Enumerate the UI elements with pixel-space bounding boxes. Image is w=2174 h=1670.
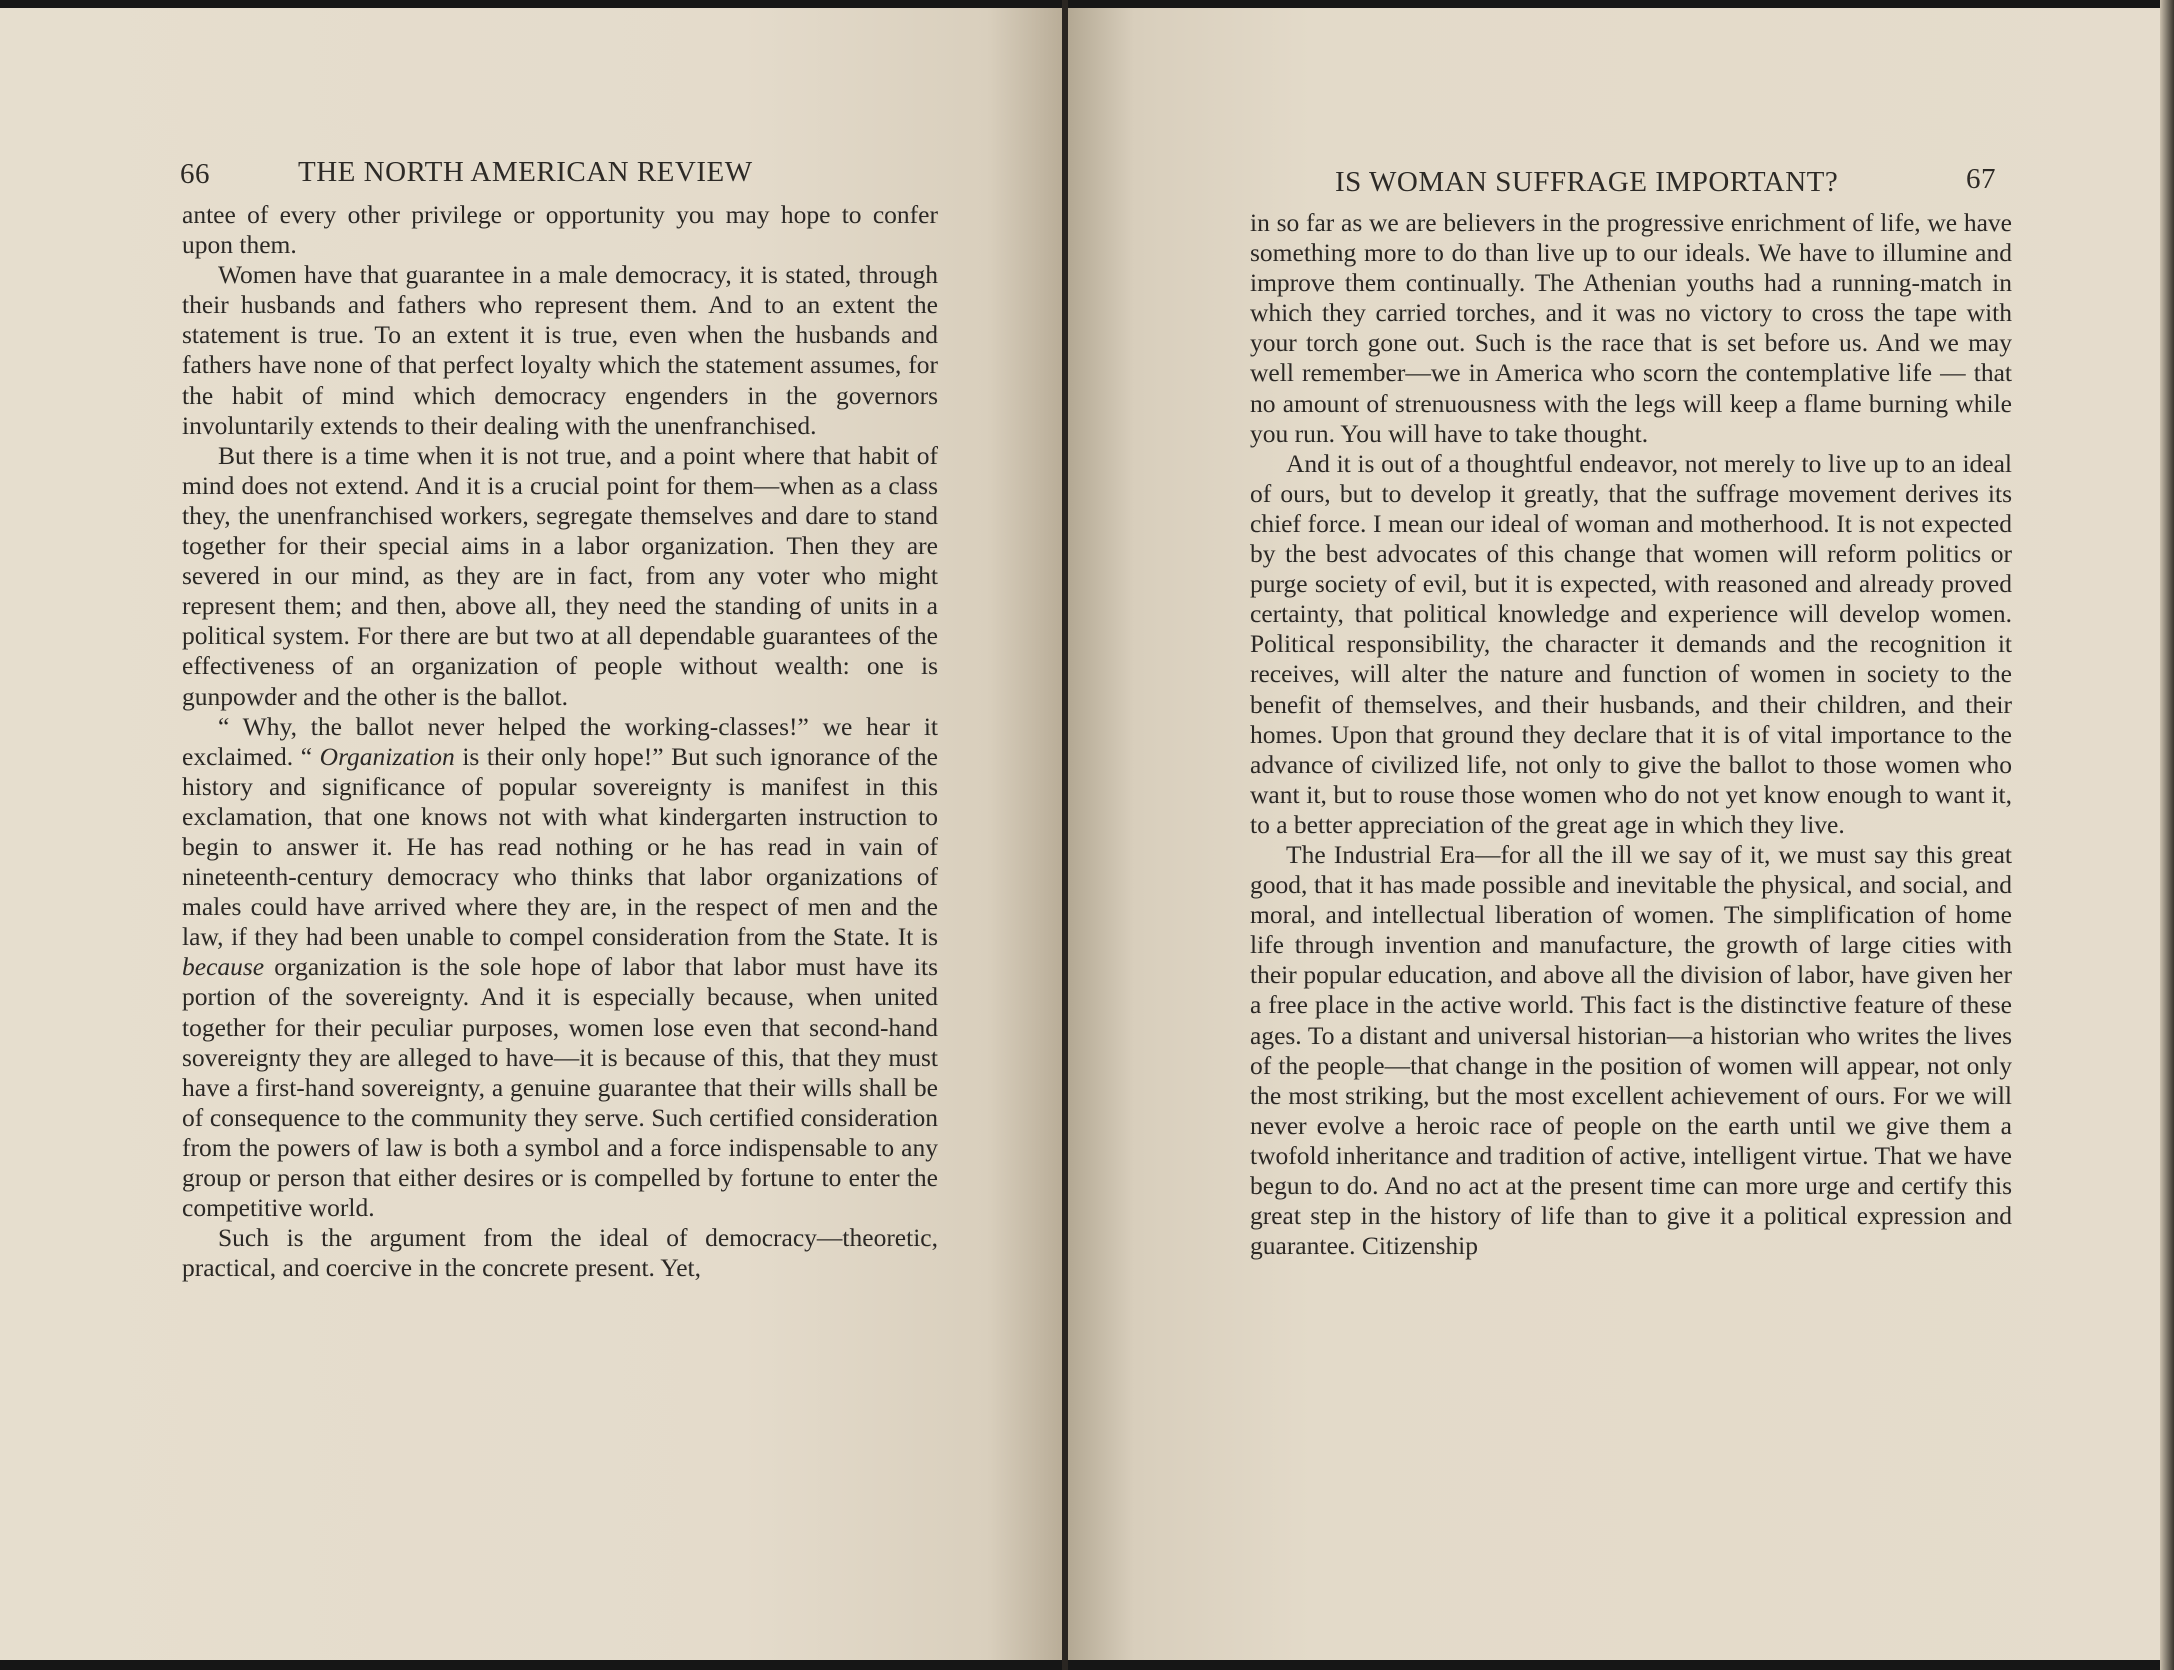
paragraph (1250, 208, 2012, 449)
italic-text: Organization (319, 741, 455, 771)
paragraph (182, 200, 938, 260)
paragraph-text: And it is out of a thoughtful endeavor, not merely to live up to an ideal of ours, but to develop it greatly, that the suffrage movement derives its chief force. I mean our ideal of woman and motherhood. It is not expected by the best advocates of this change that women will reform politics or purge society of evil, but it is expected, with reasoned and already proved certainty, that political knowledge and experience will develop women. Political responsibility, the character it demands and the recognition it receives, will alter the nature and function of women in society to the benefit of themselves, and their husbands, and their children, and their homes. Upon that ground they declare that it is of vital importance to the advance of civilized life, not only to give the ballot to those women who want it, but to rouse those women who do not yet know enough to want it, to a better appreciation of the great age in which they live. (1250, 448, 2012, 839)
right-page-body (1250, 208, 2012, 1261)
paragraph-text: Women have that guarantee in a male democracy, it is stated, through their husbands and fathers who represent them. And to an extent the statement is true. To an extent it is true, even when the husbands and fathers have none of that perfect loyalty which the statement assumes, for the habit of mind which democracy engenders in the governors involuntarily extends to their dealing with the unenfranchised. (182, 260, 938, 440)
page-number: 66 (180, 158, 210, 190)
paragraph-text: is their only hope!” But such ignorance of the history and significance of popular sovereignty is manifest in this exclamation, that one knows not with what kindergarten instruction to begin to answer it. He has read nothing or he has read in vain of nineteenth-century democracy who thinks that labor organizations of males could have arrived where they are, in the respect of men and the law, if they had been unable to compel consideration from the State. It is (182, 741, 938, 952)
italic-text: because (182, 952, 265, 982)
paragraph (182, 1223, 938, 1283)
right-page (1068, 8, 2174, 1660)
running-head: IS WOMAN SUFFRAGE IMPORTANT? (1335, 166, 1839, 198)
paragraph (1250, 449, 2012, 840)
paragraph (182, 712, 938, 1224)
paragraph-text: antee of every other privilege or opportunity you may hope to confer upon them. (182, 200, 938, 260)
paragraph-text: organization is the sole hope of labor that labor must have its portion of the sovereignty. And it is especially because, when united together for their peculiar purposes, women lose even that second-hand sovereignty they are alleged to have—it is because of this, that they must have a first-hand sovereignty, a genuine guarantee that their wills shall be of consequence to the community they serve. Such certified consideration from the powers of law is both a symbol and a force indispensable to any group or person that either desires or is compelled by fortune to enter the competitive world. (182, 952, 938, 1223)
paragraph (182, 260, 938, 441)
paragraph-text: But there is a time when it is not true, and a point where that habit of mind does not extend. And it is a crucial point for them—when as a class they, the unenfranchised workers, segregate themselves and dare to stand together for their special aims in a labor organization. Then they are severed in our mind, as they are in fact, from any voter who might represent them; and then, above all, they need the standing of units in a political system. For there are but two at all dependable guarantees of the effectiveness of an organization of people without wealth: one is gunpowder and the other is the ballot. (182, 440, 938, 711)
left-page-body (182, 200, 938, 1283)
paragraph-text: in so far as we are believers in the progressive enrichment of life, we have something more to do than live up to our ideals. We have to illumine and improve them continually. The Athenian youths had a running-match in which they carried torches, and it was no victory to cross the tape with your torch gone out. Such is the race that is set before us. And we may well remember—we in America who scorn the contemplative life — that no amount of strenuousness with the legs will keep a flame burning while you run. You will have to take thought. (1250, 208, 2012, 448)
left-page (0, 8, 1062, 1660)
paragraph-text: “ Why, the ballot never helped the working-classes!” we hear it exclaimed. “ (182, 711, 938, 771)
paragraph-text: The Industrial Era—for all the ill we say of it, we must say this great good, that it has made possible and inevitable the physical, and social, and moral, and intellectual liberation of women. The simplification of home life through invention and manufacture, the growth of large cities with their popular education, and above all the division of labor, have given her a free place in the active world. This fact is the distinctive feature of these ages. To a distant and universal historian—a historian who writes the lives of the people—that change in the position of women will appear, not only the most striking, but the most excellent achievement of ours. For we will never evolve a heroic race of people on the earth until we give them a twofold inheritance and tradition of active, intelligent virtue. That we have begun to do. And no act at the present time can more urge and certify this great step in the history of life than to give it a political expression and guarantee. Citizenship (1250, 839, 2012, 1261)
page-number: 67 (1966, 163, 1996, 195)
paragraph (182, 441, 938, 712)
page-edge (2160, 0, 2174, 1670)
running-head: THE NORTH AMERICAN REVIEW (298, 156, 753, 188)
paragraph-text: Such is the argument from the ideal of democracy—theoretic, practical, and coercive in the concrete present. Yet, (182, 1223, 938, 1283)
paragraph (1250, 840, 2012, 1261)
